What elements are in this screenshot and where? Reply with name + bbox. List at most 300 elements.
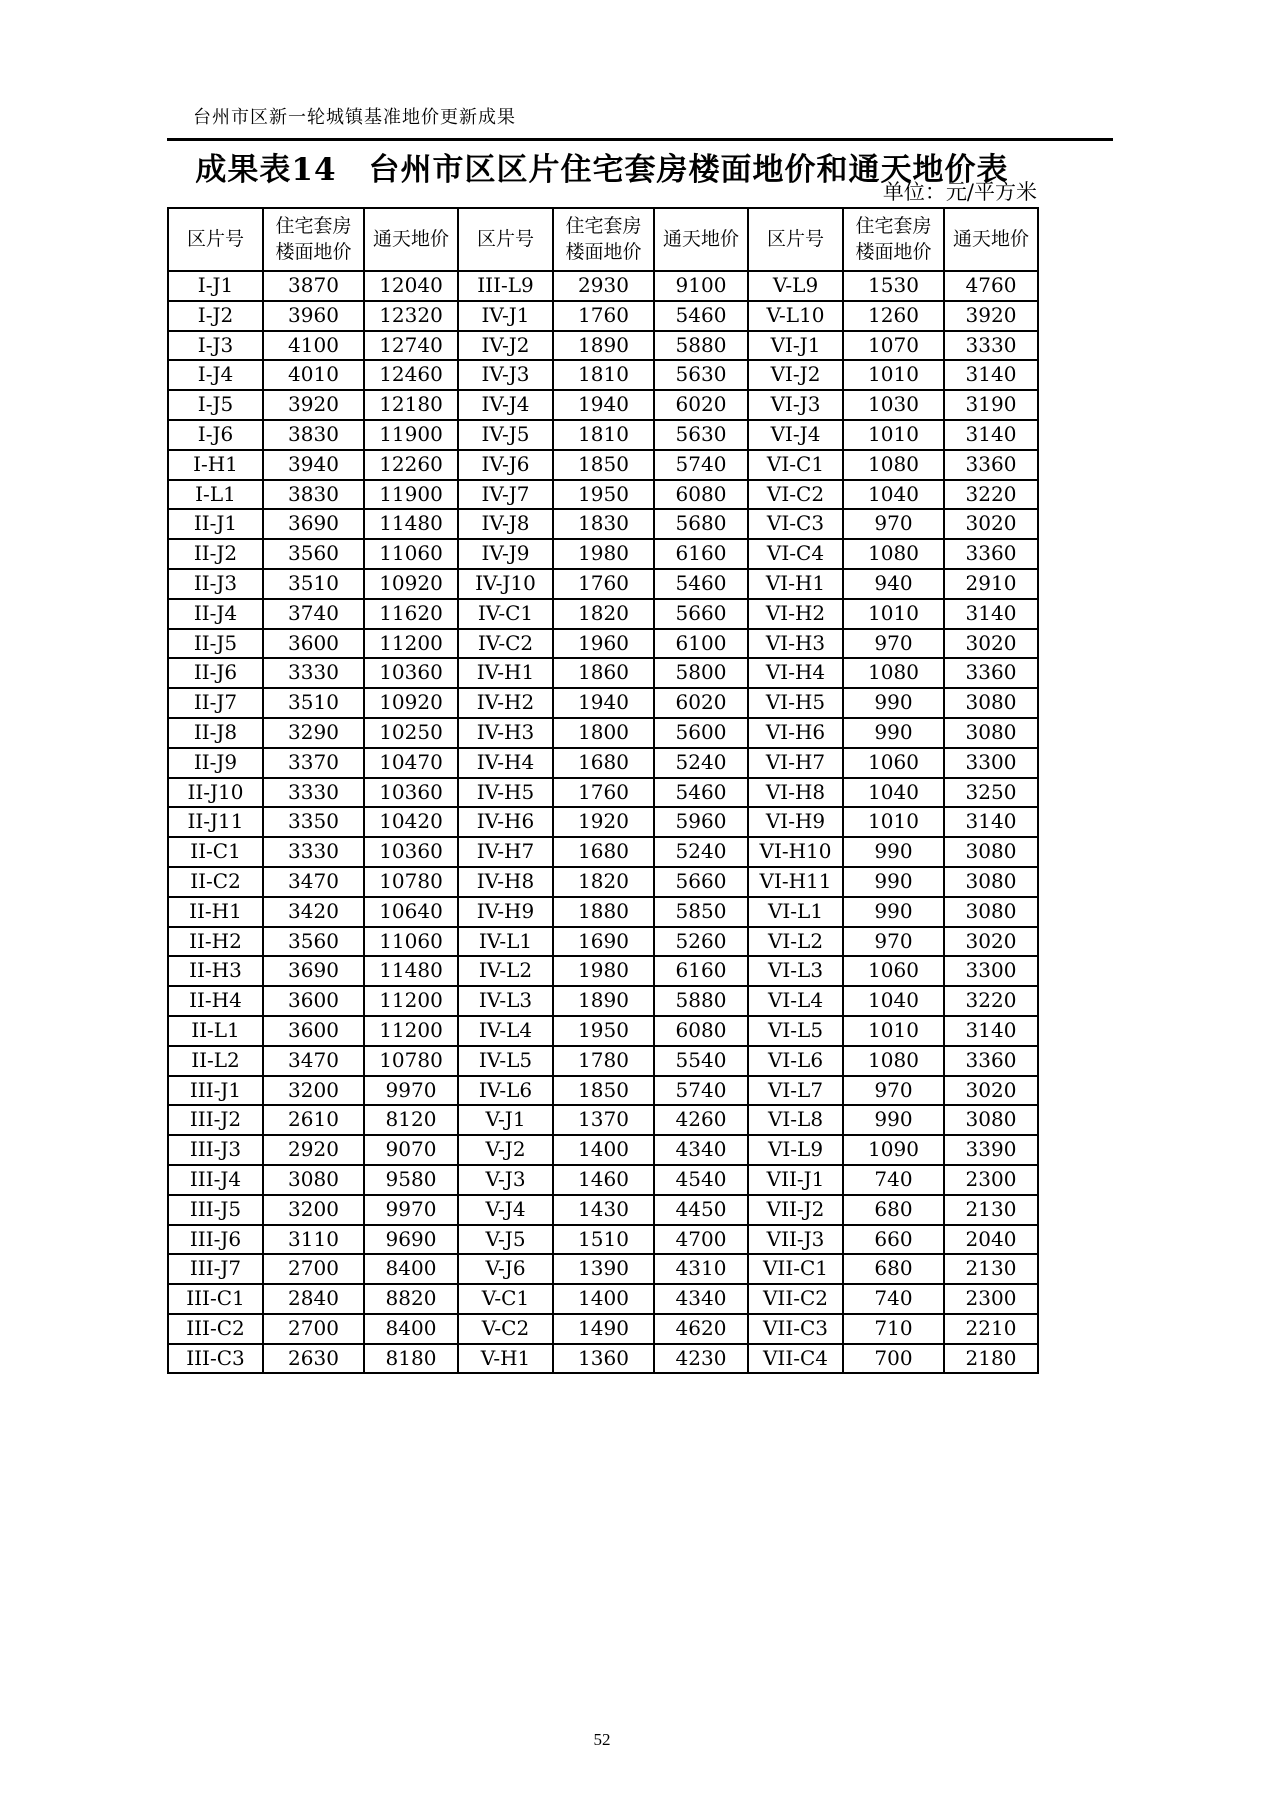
- table-row: [168, 1165, 1038, 1195]
- cell-sky-price: 10250: [364, 718, 458, 748]
- cell-sky-price: 12740: [364, 331, 458, 361]
- cell-sky-price: 3080: [944, 837, 1038, 867]
- cell-sky-price: 6020: [654, 688, 748, 718]
- cell-floor-price: 1760: [553, 569, 654, 599]
- cell-sky-price: 5240: [654, 748, 748, 778]
- cell-sky-price: 6160: [654, 539, 748, 569]
- cell-floor-price: 2700: [263, 1254, 364, 1284]
- cell-sky-price: 3140: [944, 360, 1038, 390]
- column-header-district-code: [458, 208, 553, 271]
- cell-sky-price: 5460: [654, 301, 748, 331]
- table-row: [168, 837, 1038, 867]
- cell-district-code: V-L10: [748, 301, 843, 331]
- cell-sky-price: 3020: [944, 509, 1038, 539]
- cell-district-code: VI-L1: [748, 897, 843, 927]
- cell-sky-price: 5740: [654, 450, 748, 480]
- cell-district-code: IV-J8: [458, 509, 553, 539]
- cell-sky-price: 3360: [944, 450, 1038, 480]
- cell-sky-price: 3330: [944, 331, 1038, 361]
- cell-sky-price: 5880: [654, 331, 748, 361]
- cell-sky-price: 10360: [364, 778, 458, 808]
- cell-district-code: VI-H5: [748, 688, 843, 718]
- cell-sky-price: 5540: [654, 1046, 748, 1076]
- cell-district-code: III-C1: [168, 1284, 263, 1314]
- cell-floor-price: 3470: [263, 867, 364, 897]
- cell-sky-price: 6160: [654, 956, 748, 986]
- cell-floor-price: 1090: [843, 1135, 944, 1165]
- cell-district-code: II-J11: [168, 807, 263, 837]
- cell-district-code: I-J4: [168, 360, 263, 390]
- cell-district-code: VI-L9: [748, 1135, 843, 1165]
- cell-sky-price: 5960: [654, 807, 748, 837]
- cell-district-code: VI-C4: [748, 539, 843, 569]
- cell-floor-price: 1080: [843, 1046, 944, 1076]
- cell-sky-price: 2210: [944, 1314, 1038, 1344]
- cell-floor-price: 1820: [553, 867, 654, 897]
- cell-sky-price: 8400: [364, 1314, 458, 1344]
- cell-floor-price: 1940: [553, 390, 654, 420]
- cell-floor-price: 700: [843, 1344, 944, 1374]
- cell-sky-price: 4260: [654, 1105, 748, 1135]
- cell-sky-price: 3080: [944, 688, 1038, 718]
- cell-district-code: III-J3: [168, 1135, 263, 1165]
- cell-district-code: V-L9: [748, 271, 843, 301]
- cell-district-code: VI-H1: [748, 569, 843, 599]
- table-row: [168, 1016, 1038, 1046]
- cell-sky-price: 11200: [364, 986, 458, 1016]
- cell-sky-price: 4620: [654, 1314, 748, 1344]
- cell-sky-price: 6100: [654, 629, 748, 659]
- cell-floor-price: 3510: [263, 688, 364, 718]
- table-row: [168, 301, 1038, 331]
- cell-floor-price: 710: [843, 1314, 944, 1344]
- cell-district-code: IV-H2: [458, 688, 553, 718]
- cell-floor-price: 1680: [553, 837, 654, 867]
- cell-district-code: V-J4: [458, 1195, 553, 1225]
- cell-floor-price: 1780: [553, 1046, 654, 1076]
- cell-district-code: IV-J2: [458, 331, 553, 361]
- cell-district-code: III-J1: [168, 1076, 263, 1106]
- cell-district-code: IV-J7: [458, 480, 553, 510]
- header-divider-rule: [167, 138, 1113, 141]
- column-header-floor-price: [553, 208, 654, 271]
- cell-floor-price: 3510: [263, 569, 364, 599]
- cell-floor-price: 1430: [553, 1195, 654, 1225]
- table-row: [168, 1195, 1038, 1225]
- table-row: [168, 420, 1038, 450]
- cell-district-code: II-J4: [168, 599, 263, 629]
- cell-floor-price: 4010: [263, 360, 364, 390]
- cell-sky-price: 3360: [944, 539, 1038, 569]
- column-header-line: 区片号: [186, 227, 244, 250]
- cell-district-code: IV-H7: [458, 837, 553, 867]
- cell-floor-price: 680: [843, 1195, 944, 1225]
- cell-district-code: VI-H4: [748, 658, 843, 688]
- cell-floor-price: 1940: [553, 688, 654, 718]
- table-row: [168, 658, 1038, 688]
- cell-floor-price: 3830: [263, 480, 364, 510]
- table-row: [168, 1284, 1038, 1314]
- cell-floor-price: 1810: [553, 420, 654, 450]
- cell-floor-price: 4100: [263, 331, 364, 361]
- cell-sky-price: 11060: [364, 539, 458, 569]
- cell-floor-price: 3600: [263, 986, 364, 1016]
- column-header-floor-price: [263, 208, 364, 271]
- cell-floor-price: 2700: [263, 1314, 364, 1344]
- cell-district-code: VI-L6: [748, 1046, 843, 1076]
- cell-sky-price: 3020: [944, 629, 1038, 659]
- column-header-line: 通天地价: [952, 227, 1029, 250]
- unit-label: 单位：元/平方米: [882, 180, 1037, 204]
- cell-district-code: I-J2: [168, 301, 263, 331]
- cell-sky-price: 3140: [944, 420, 1038, 450]
- cell-district-code: II-J1: [168, 509, 263, 539]
- cell-sky-price: 11620: [364, 599, 458, 629]
- cell-district-code: VI-L8: [748, 1105, 843, 1135]
- table-row: [168, 450, 1038, 480]
- cell-sky-price: 10360: [364, 658, 458, 688]
- cell-sky-price: 5260: [654, 927, 748, 957]
- cell-sky-price: 5680: [654, 509, 748, 539]
- cell-district-code: VII-C1: [748, 1254, 843, 1284]
- column-header-line: 楼面地价: [275, 240, 352, 263]
- cell-floor-price: 3560: [263, 927, 364, 957]
- cell-district-code: IV-H6: [458, 807, 553, 837]
- cell-district-code: VI-C3: [748, 509, 843, 539]
- cell-district-code: V-J2: [458, 1135, 553, 1165]
- cell-district-code: II-H2: [168, 927, 263, 957]
- cell-district-code: IV-C2: [458, 629, 553, 659]
- cell-sky-price: 3300: [944, 748, 1038, 778]
- cell-district-code: III-C2: [168, 1314, 263, 1344]
- cell-floor-price: 1040: [843, 986, 944, 1016]
- cell-floor-price: 2930: [553, 271, 654, 301]
- cell-sky-price: 11200: [364, 629, 458, 659]
- cell-floor-price: 740: [843, 1284, 944, 1314]
- cell-floor-price: 990: [843, 718, 944, 748]
- cell-sky-price: 6080: [654, 480, 748, 510]
- cell-sky-price: 11900: [364, 480, 458, 510]
- cell-district-code: V-C1: [458, 1284, 553, 1314]
- cell-floor-price: 1080: [843, 658, 944, 688]
- cell-district-code: IV-H5: [458, 778, 553, 808]
- cell-floor-price: 990: [843, 1105, 944, 1135]
- cell-district-code: VII-J1: [748, 1165, 843, 1195]
- cell-sky-price: 5240: [654, 837, 748, 867]
- cell-floor-price: 1400: [553, 1135, 654, 1165]
- cell-floor-price: 3350: [263, 807, 364, 837]
- cell-district-code: IV-H3: [458, 718, 553, 748]
- cell-floor-price: 3920: [263, 390, 364, 420]
- cell-floor-price: 3870: [263, 271, 364, 301]
- cell-floor-price: 2840: [263, 1284, 364, 1314]
- table-row: [168, 1046, 1038, 1076]
- cell-district-code: II-J5: [168, 629, 263, 659]
- cell-floor-price: 2610: [263, 1105, 364, 1135]
- cell-sky-price: 9070: [364, 1135, 458, 1165]
- cell-sky-price: 5630: [654, 360, 748, 390]
- cell-floor-price: 990: [843, 867, 944, 897]
- table-row: [168, 1105, 1038, 1135]
- cell-sky-price: 10780: [364, 1046, 458, 1076]
- cell-district-code: VI-H7: [748, 748, 843, 778]
- cell-floor-price: 1400: [553, 1284, 654, 1314]
- cell-sky-price: 2300: [944, 1165, 1038, 1195]
- column-header-line: 住宅套房: [275, 214, 352, 237]
- cell-sky-price: 10920: [364, 688, 458, 718]
- cell-sky-price: 3140: [944, 599, 1038, 629]
- cell-sky-price: 3360: [944, 1046, 1038, 1076]
- cell-floor-price: 1010: [843, 1016, 944, 1046]
- cell-floor-price: 3690: [263, 956, 364, 986]
- cell-district-code: IV-L4: [458, 1016, 553, 1046]
- cell-district-code: IV-C1: [458, 599, 553, 629]
- cell-floor-price: 970: [843, 629, 944, 659]
- cell-district-code: I-J3: [168, 331, 263, 361]
- table-row: [168, 986, 1038, 1016]
- cell-district-code: IV-H8: [458, 867, 553, 897]
- cell-floor-price: 1370: [553, 1105, 654, 1135]
- table-row: [168, 927, 1038, 957]
- cell-district-code: II-H4: [168, 986, 263, 1016]
- cell-floor-price: 3600: [263, 1016, 364, 1046]
- cell-sky-price: 10920: [364, 569, 458, 599]
- table-row: [168, 390, 1038, 420]
- cell-district-code: IV-J1: [458, 301, 553, 331]
- price-table-body: [168, 271, 1038, 1373]
- cell-floor-price: 1960: [553, 629, 654, 659]
- cell-sky-price: 8400: [364, 1254, 458, 1284]
- cell-sky-price: 11200: [364, 1016, 458, 1046]
- column-header-sky-price: [364, 208, 458, 271]
- cell-sky-price: 12260: [364, 450, 458, 480]
- cell-sky-price: 4340: [654, 1135, 748, 1165]
- cell-district-code: VII-J3: [748, 1225, 843, 1255]
- cell-district-code: V-J1: [458, 1105, 553, 1135]
- cell-district-code: IV-J3: [458, 360, 553, 390]
- table-row: [168, 956, 1038, 986]
- cell-floor-price: 1070: [843, 331, 944, 361]
- table-row: [168, 748, 1038, 778]
- cell-district-code: VII-C3: [748, 1314, 843, 1344]
- cell-sky-price: 5740: [654, 1076, 748, 1106]
- cell-floor-price: 1760: [553, 778, 654, 808]
- table-row: [168, 569, 1038, 599]
- cell-district-code: II-J9: [168, 748, 263, 778]
- cell-floor-price: 3370: [263, 748, 364, 778]
- cell-floor-price: 1260: [843, 301, 944, 331]
- cell-floor-price: 3560: [263, 539, 364, 569]
- cell-floor-price: 1010: [843, 599, 944, 629]
- cell-floor-price: 1060: [843, 956, 944, 986]
- cell-sky-price: 11900: [364, 420, 458, 450]
- cell-floor-price: 1040: [843, 480, 944, 510]
- cell-sky-price: 4540: [654, 1165, 748, 1195]
- cell-sky-price: 3080: [944, 1105, 1038, 1135]
- column-header-sky-price: [654, 208, 748, 271]
- column-header-line: 楼面地价: [855, 240, 932, 263]
- cell-sky-price: 3020: [944, 927, 1038, 957]
- cell-sky-price: 3020: [944, 1076, 1038, 1106]
- cell-floor-price: 2630: [263, 1344, 364, 1374]
- cell-floor-price: 680: [843, 1254, 944, 1284]
- cell-sky-price: 3080: [944, 867, 1038, 897]
- column-header-line: 住宅套房: [565, 214, 642, 237]
- cell-floor-price: 3600: [263, 629, 364, 659]
- cell-sky-price: 12460: [364, 360, 458, 390]
- cell-floor-price: 1850: [553, 450, 654, 480]
- cell-sky-price: 3300: [944, 956, 1038, 986]
- cell-district-code: VI-J1: [748, 331, 843, 361]
- cell-floor-price: 970: [843, 927, 944, 957]
- cell-district-code: IV-J9: [458, 539, 553, 569]
- cell-district-code: VI-H3: [748, 629, 843, 659]
- cell-floor-price: 1010: [843, 807, 944, 837]
- column-header-floor-price: [843, 208, 944, 271]
- table-row: [168, 718, 1038, 748]
- cell-district-code: III-J5: [168, 1195, 263, 1225]
- cell-floor-price: 1890: [553, 331, 654, 361]
- cell-floor-price: 1850: [553, 1076, 654, 1106]
- cell-district-code: V-J6: [458, 1254, 553, 1284]
- cell-district-code: IV-J6: [458, 450, 553, 480]
- document-header-text: 台州市区新一轮城镇基准地价更新成果: [193, 107, 516, 128]
- cell-district-code: I-J1: [168, 271, 263, 301]
- cell-floor-price: 970: [843, 1076, 944, 1106]
- cell-district-code: II-J2: [168, 539, 263, 569]
- cell-district-code: II-J7: [168, 688, 263, 718]
- cell-district-code: I-J5: [168, 390, 263, 420]
- cell-sky-price: 6020: [654, 390, 748, 420]
- cell-district-code: VI-L5: [748, 1016, 843, 1046]
- cell-district-code: I-H1: [168, 450, 263, 480]
- table-row: [168, 331, 1038, 361]
- cell-floor-price: 1920: [553, 807, 654, 837]
- table-row: [168, 271, 1038, 301]
- table-row: [168, 1076, 1038, 1106]
- column-header-district-code: [748, 208, 843, 271]
- cell-floor-price: 1690: [553, 927, 654, 957]
- cell-sky-price: 3140: [944, 807, 1038, 837]
- cell-district-code: VII-C4: [748, 1344, 843, 1374]
- cell-floor-price: 970: [843, 509, 944, 539]
- cell-floor-price: 3330: [263, 837, 364, 867]
- cell-sky-price: 2300: [944, 1284, 1038, 1314]
- cell-district-code: II-J8: [168, 718, 263, 748]
- table-row: [168, 1314, 1038, 1344]
- table-row: [168, 1254, 1038, 1284]
- table-row: [168, 539, 1038, 569]
- cell-floor-price: 740: [843, 1165, 944, 1195]
- cell-district-code: IV-L1: [458, 927, 553, 957]
- cell-floor-price: 1080: [843, 450, 944, 480]
- cell-district-code: III-L9: [458, 271, 553, 301]
- cell-sky-price: 4340: [654, 1284, 748, 1314]
- cell-sky-price: 10780: [364, 867, 458, 897]
- cell-district-code: VI-J4: [748, 420, 843, 450]
- table-title: 成果表14 台州市区区片住宅套房楼面地价和通天地价表: [195, 152, 1009, 188]
- cell-sky-price: 3140: [944, 1016, 1038, 1046]
- cell-floor-price: 3470: [263, 1046, 364, 1076]
- cell-district-code: V-H1: [458, 1344, 553, 1374]
- cell-floor-price: 3690: [263, 509, 364, 539]
- cell-district-code: VI-H8: [748, 778, 843, 808]
- table-row: [168, 1135, 1038, 1165]
- column-header-district-code: [168, 208, 263, 271]
- cell-sky-price: 4700: [654, 1225, 748, 1255]
- table-row: [168, 360, 1038, 390]
- cell-district-code: III-J2: [168, 1105, 263, 1135]
- cell-district-code: VI-L2: [748, 927, 843, 957]
- cell-floor-price: 3960: [263, 301, 364, 331]
- cell-floor-price: 1060: [843, 748, 944, 778]
- cell-sky-price: 5660: [654, 867, 748, 897]
- cell-floor-price: 1820: [553, 599, 654, 629]
- cell-sky-price: 2130: [944, 1195, 1038, 1225]
- cell-sky-price: 5630: [654, 420, 748, 450]
- cell-sky-price: 4230: [654, 1344, 748, 1374]
- cell-district-code: VI-C2: [748, 480, 843, 510]
- header-row: [168, 208, 1038, 271]
- cell-sky-price: 12180: [364, 390, 458, 420]
- cell-district-code: II-L1: [168, 1016, 263, 1046]
- table-row: [168, 807, 1038, 837]
- cell-floor-price: 3330: [263, 778, 364, 808]
- cell-sky-price: 9580: [364, 1165, 458, 1195]
- cell-sky-price: 11480: [364, 956, 458, 986]
- cell-sky-price: 6080: [654, 1016, 748, 1046]
- cell-sky-price: 2910: [944, 569, 1038, 599]
- cell-district-code: III-C3: [168, 1344, 263, 1374]
- cell-district-code: II-C1: [168, 837, 263, 867]
- cell-sky-price: 9100: [654, 271, 748, 301]
- cell-sky-price: 4760: [944, 271, 1038, 301]
- table-row: [168, 778, 1038, 808]
- cell-sky-price: 3080: [944, 897, 1038, 927]
- cell-district-code: III-J6: [168, 1225, 263, 1255]
- cell-floor-price: 990: [843, 897, 944, 927]
- cell-sky-price: 9970: [364, 1195, 458, 1225]
- cell-floor-price: 1950: [553, 1016, 654, 1046]
- cell-district-code: IV-H9: [458, 897, 553, 927]
- cell-district-code: IV-J5: [458, 420, 553, 450]
- cell-district-code: II-H3: [168, 956, 263, 986]
- cell-sky-price: 3220: [944, 480, 1038, 510]
- cell-district-code: I-J6: [168, 420, 263, 450]
- cell-sky-price: 5460: [654, 569, 748, 599]
- cell-district-code: V-C2: [458, 1314, 553, 1344]
- cell-district-code: VI-L4: [748, 986, 843, 1016]
- cell-sky-price: 8820: [364, 1284, 458, 1314]
- table-row: [168, 629, 1038, 659]
- cell-floor-price: 3290: [263, 718, 364, 748]
- cell-district-code: VII-C2: [748, 1284, 843, 1314]
- page-number: 52: [593, 1730, 611, 1749]
- price-table-header: [168, 208, 1038, 271]
- table-row: [168, 688, 1038, 718]
- cell-district-code: II-J10: [168, 778, 263, 808]
- cell-district-code: V-J3: [458, 1165, 553, 1195]
- column-header-line: 通天地价: [662, 227, 739, 250]
- column-header-line: 楼面地价: [565, 240, 642, 263]
- cell-district-code: II-C2: [168, 867, 263, 897]
- cell-district-code: VI-C1: [748, 450, 843, 480]
- cell-floor-price: 3420: [263, 897, 364, 927]
- cell-floor-price: 3330: [263, 658, 364, 688]
- cell-district-code: IV-L6: [458, 1076, 553, 1106]
- cell-district-code: VI-H2: [748, 599, 843, 629]
- cell-sky-price: 11060: [364, 927, 458, 957]
